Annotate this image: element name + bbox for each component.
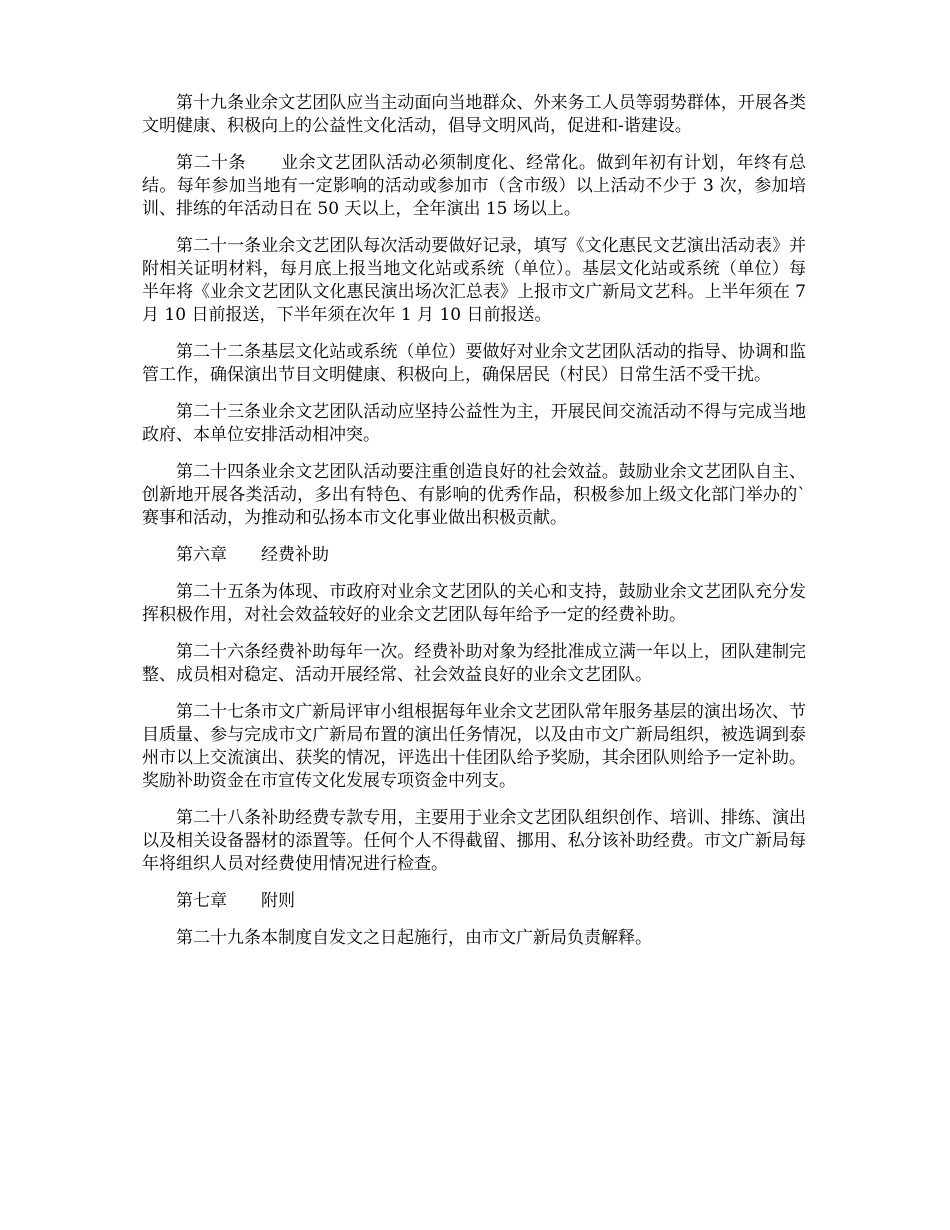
article-27: 第二十七条市文广新局评审小组根据每年业余文艺团队常年服务基层的演出场次、节目质量、参与完成市文广新局布置的演出任务情况，以及由市文广新局组织，被选调到泰州市以上交流演出、获奖的情况，评选出十佳团队给予奖励，其余团队则给予一定补助。奖励补助资金在市宣传文化发展专项资金中列支。: [142, 702, 806, 791]
article-24: 第二十四条业余文艺团队活动要注重创造良好的社会效益。鼓励业余文艺团队自主、创新地开展各类活动，多出有特色、有影响的优秀作品，积极参加上级文化部门举办的`赛事和活动，为推动和弘扬本市文化事业做出积极贡献。: [142, 462, 806, 528]
article-29: 第二十九条本制度自发文之日起施行，由市文广新局负责解释。: [176, 928, 652, 948]
chapter-6-heading: 第六章 经费补助: [176, 545, 329, 565]
article-23: 第二十三条业余文艺团队活动应坚持公益性为主，开展民间交流活动不得与完成当地政府、本单位安排活动相冲突。: [142, 402, 806, 445]
article-26: 第二十六条经费补助每年一次。经费补助对象为经批准成立满一年以上，团队建制完整、成员相对稳定、活动开展经常、社会效益良好的业余文艺团队。: [142, 642, 806, 685]
article-22: 第二十二条基层文化站或系统（单位）要做好对业余文艺团队活动的指导、协调和监管工作，确保演出节目文明健康、积极向上，确保居民（村民）日常生活不受干扰。: [142, 342, 806, 385]
article-19: 第十九条业余文艺团队应当主动面向当地群众、外来务工人员等弱势群体，开展各类文明健康、积极向上的公益性文化活动，倡导文明风尚，促进和-谐建设。: [142, 93, 806, 136]
article-25: 第二十五条为体现、市政府对业余文艺团队的关心和支持，鼓励业余文艺团队充分发挥积极作用，对社会效益较好的业余文艺团队每年给予一定的经费补助。: [142, 582, 806, 625]
article-21: 第二十一条业余文艺团队每次活动要做好记录，填写《文化惠民文艺演出活动表》并附相关证明材料，每月底上报当地文化站或系统（单位）。基层文化站或系统（单位）每半年将《业余文艺团队文化惠民演出场次汇总表》上报市文广新局文艺科。上半年须在 7 月 10 日前报送，下半年须在次年 1 月 10 日前报送。: [142, 236, 806, 325]
document-body: [142, 92, 806, 964]
article-28: 第二十八条补助经费专款专用，主要用于业余文艺团队组织创作、培训、排练、演出以及相关设备器材的添置等。任何个人不得截留、挪用、私分该补助经费。市文广新局每年将组织人员对经费使用情况进行检查。: [142, 808, 806, 874]
article-20: 第二十条 业余文艺团队活动必须制度化、经常化。做到年初有计划，年终有总结。每年参加当地有一定影响的活动或参加市（含市级）以上活动不少于 3 次，参加培训、排练的年活动日在 50 天以上，全年演出 15 场以上。: [142, 153, 806, 219]
chapter-7-heading: 第七章 附则: [176, 891, 295, 911]
